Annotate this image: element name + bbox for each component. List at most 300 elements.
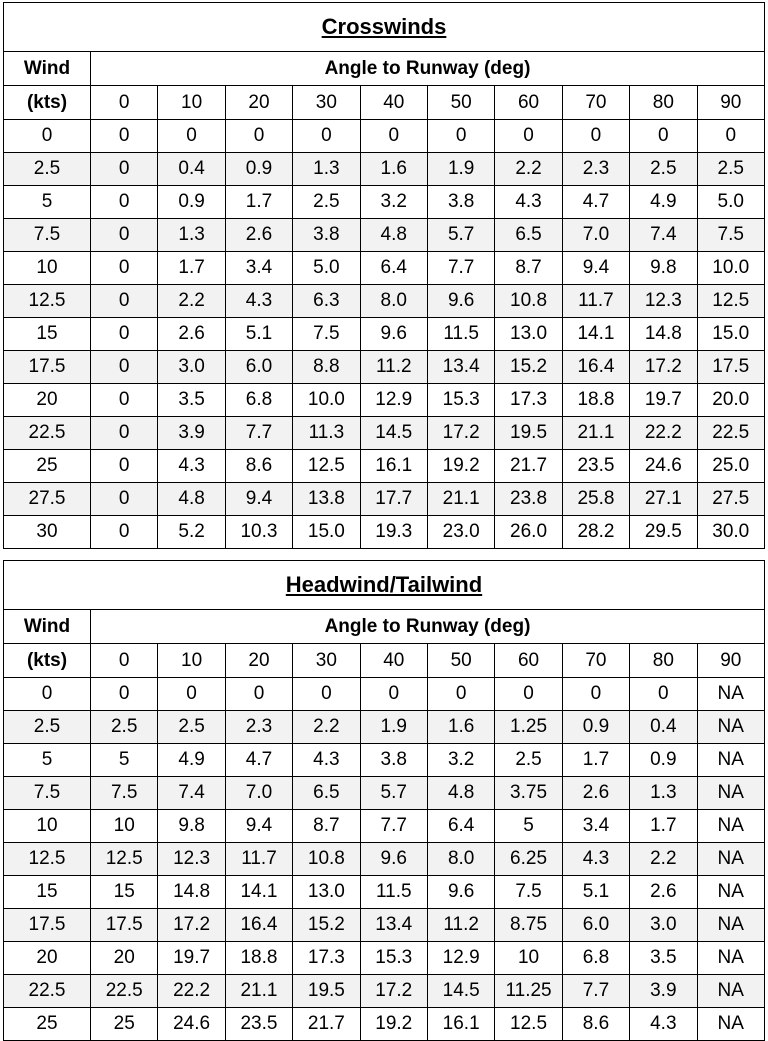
value-cell: 2.5 [630, 153, 697, 186]
value-cell: 5.7 [427, 219, 494, 252]
value-cell: 0 [158, 678, 225, 711]
table-row [4, 942, 765, 975]
value-cell: 4.3 [495, 186, 562, 219]
angle-values-row [4, 644, 765, 678]
value-cell: 10 [91, 810, 158, 843]
value-cell: 11.3 [293, 417, 360, 450]
wind-speed-cell: 17.5 [4, 351, 91, 384]
value-cell: 4.3 [293, 744, 360, 777]
value-cell: 0 [158, 120, 225, 153]
wind-speed-cell: 25 [4, 450, 91, 483]
value-cell: 2.2 [630, 843, 697, 876]
wind-speed-cell: 7.5 [4, 777, 91, 810]
value-cell: NA [697, 876, 764, 909]
value-cell: 0 [630, 120, 697, 153]
value-cell: 19.3 [360, 516, 427, 549]
wind-speed-cell: 27.5 [4, 483, 91, 516]
value-cell: 17.3 [293, 942, 360, 975]
value-cell: 2.5 [293, 186, 360, 219]
value-cell: 20.0 [697, 384, 764, 417]
value-cell: 23.8 [495, 483, 562, 516]
value-cell: 12.5 [293, 450, 360, 483]
value-cell: 6.8 [225, 384, 292, 417]
value-cell: 12.5 [91, 843, 158, 876]
value-cell: 3.8 [360, 744, 427, 777]
value-cell: 17.2 [630, 351, 697, 384]
value-cell: 4.9 [158, 744, 225, 777]
angle-header-cell: 20 [225, 644, 292, 678]
value-cell: 7.7 [562, 975, 629, 1008]
table-row [4, 450, 765, 483]
value-cell: 0 [91, 483, 158, 516]
value-cell: NA [697, 711, 764, 744]
value-cell: 21.7 [293, 1008, 360, 1041]
value-cell: 0 [225, 678, 292, 711]
angle-label-row [4, 610, 765, 644]
value-cell: 19.2 [427, 450, 494, 483]
value-cell: 7.0 [225, 777, 292, 810]
value-cell: 6.4 [360, 252, 427, 285]
value-cell: 0 [91, 153, 158, 186]
value-cell: 0 [427, 120, 494, 153]
value-cell: 6.0 [562, 909, 629, 942]
table-title: Crosswinds [321, 14, 447, 39]
value-cell: 15.0 [697, 318, 764, 351]
value-cell: 13.4 [360, 909, 427, 942]
value-cell: 16.4 [562, 351, 629, 384]
wind-speed-cell: 10 [4, 252, 91, 285]
value-cell: NA [697, 678, 764, 711]
table-row [4, 678, 765, 711]
value-cell: 18.8 [225, 942, 292, 975]
value-cell: 0 [91, 120, 158, 153]
value-cell: 19.5 [293, 975, 360, 1008]
angle-header-cell: 90 [697, 86, 764, 120]
value-cell: 0 [562, 678, 629, 711]
wind-speed-cell: 0 [4, 678, 91, 711]
value-cell: NA [697, 942, 764, 975]
value-cell: 2.2 [293, 711, 360, 744]
value-cell: 9.8 [158, 810, 225, 843]
table-title-row [4, 561, 765, 610]
value-cell: 11.25 [495, 975, 562, 1008]
value-cell: 12.9 [427, 942, 494, 975]
angle-header-cell: 70 [562, 644, 629, 678]
value-cell: 3.5 [158, 384, 225, 417]
value-cell: 9.4 [225, 483, 292, 516]
value-cell: 6.0 [225, 351, 292, 384]
value-cell: 27.1 [630, 483, 697, 516]
value-cell: 3.2 [427, 744, 494, 777]
value-cell: 4.3 [158, 450, 225, 483]
value-cell: NA [697, 810, 764, 843]
value-cell: 29.5 [630, 516, 697, 549]
value-cell: 0.9 [225, 153, 292, 186]
value-cell: 0 [91, 450, 158, 483]
wind-speed-cell: 0 [4, 120, 91, 153]
table-title: Headwind/Tailwind [285, 572, 483, 597]
value-cell: 8.0 [427, 843, 494, 876]
wind-speed-cell: 7.5 [4, 219, 91, 252]
value-cell: 11.2 [360, 351, 427, 384]
value-cell: 6.4 [427, 810, 494, 843]
wind-speed-cell: 5 [4, 744, 91, 777]
value-cell: 13.0 [293, 876, 360, 909]
angle-header: Angle to Runway (deg) [91, 610, 765, 644]
value-cell: 3.8 [427, 186, 494, 219]
table-row [4, 843, 765, 876]
angle-header-cell: 80 [630, 86, 697, 120]
value-cell: 17.2 [427, 417, 494, 450]
value-cell: 11.7 [225, 843, 292, 876]
angle-header-cell: 0 [91, 86, 158, 120]
value-cell: 23.0 [427, 516, 494, 549]
value-cell: 14.8 [630, 318, 697, 351]
table-row [4, 417, 765, 450]
wind-speed-cell: 20 [4, 942, 91, 975]
value-cell: 16.1 [360, 450, 427, 483]
value-cell: 21.7 [495, 450, 562, 483]
value-cell: 17.3 [495, 384, 562, 417]
value-cell: 5 [495, 810, 562, 843]
value-cell: 20 [91, 942, 158, 975]
value-cell: 15.2 [293, 909, 360, 942]
wind-speed-cell: 12.5 [4, 285, 91, 318]
value-cell: 8.6 [562, 1008, 629, 1041]
wind-speed-cell: 17.5 [4, 909, 91, 942]
value-cell: 17.5 [91, 909, 158, 942]
value-cell: 3.75 [495, 777, 562, 810]
table-row [4, 516, 765, 549]
value-cell: 4.3 [225, 285, 292, 318]
value-cell: 12.3 [158, 843, 225, 876]
value-cell: 25.8 [562, 483, 629, 516]
headwind-tailwind-table [3, 560, 765, 1041]
value-cell: 1.9 [427, 153, 494, 186]
wind-speed-cell: 15 [4, 318, 91, 351]
value-cell: 0 [91, 285, 158, 318]
table-row [4, 483, 765, 516]
value-cell: 3.0 [630, 909, 697, 942]
value-cell: 13.0 [495, 318, 562, 351]
value-cell: 19.2 [360, 1008, 427, 1041]
value-cell: NA [697, 909, 764, 942]
table-row [4, 384, 765, 417]
value-cell: 8.0 [360, 285, 427, 318]
wind-header: Wind [4, 610, 91, 644]
table-row [4, 909, 765, 942]
value-cell: 11.5 [360, 876, 427, 909]
value-cell: 2.5 [158, 711, 225, 744]
wind-speed-cell: 22.5 [4, 417, 91, 450]
value-cell: 10.0 [697, 252, 764, 285]
value-cell: 1.6 [360, 153, 427, 186]
value-cell: 6.8 [562, 942, 629, 975]
value-cell: 1.7 [158, 252, 225, 285]
value-cell: 7.5 [697, 219, 764, 252]
value-cell: 11.2 [427, 909, 494, 942]
angle-header-cell: 30 [293, 86, 360, 120]
value-cell: 3.9 [630, 975, 697, 1008]
value-cell: 7.5 [293, 318, 360, 351]
table-row [4, 285, 765, 318]
wind-speed-cell: 5 [4, 186, 91, 219]
value-cell: 5.7 [360, 777, 427, 810]
value-cell: 0 [91, 252, 158, 285]
wind-speed-cell: 15 [4, 876, 91, 909]
angle-header-cell: 60 [495, 644, 562, 678]
table-row [4, 318, 765, 351]
value-cell: NA [697, 975, 764, 1008]
value-cell: 12.3 [630, 285, 697, 318]
value-cell: 1.7 [225, 186, 292, 219]
value-cell: 6.5 [293, 777, 360, 810]
value-cell: 8.7 [293, 810, 360, 843]
value-cell: 3.4 [225, 252, 292, 285]
value-cell: 3.9 [158, 417, 225, 450]
value-cell: 5.0 [293, 252, 360, 285]
value-cell: 15 [91, 876, 158, 909]
angle-header-cell: 40 [360, 86, 427, 120]
table-title-cell [4, 561, 765, 610]
value-cell: 2.6 [158, 318, 225, 351]
value-cell: 2.5 [697, 153, 764, 186]
value-cell: 10 [495, 942, 562, 975]
value-cell: 0.9 [562, 711, 629, 744]
value-cell: 9.4 [225, 810, 292, 843]
value-cell: 12.5 [495, 1008, 562, 1041]
value-cell: 0.4 [158, 153, 225, 186]
wind-speed-cell: 2.5 [4, 711, 91, 744]
table-row [4, 777, 765, 810]
value-cell: 22.5 [91, 975, 158, 1008]
value-cell: 22.2 [158, 975, 225, 1008]
value-cell: 17.2 [360, 975, 427, 1008]
value-cell: 10.3 [225, 516, 292, 549]
value-cell: 9.8 [630, 252, 697, 285]
value-cell: 2.6 [630, 876, 697, 909]
value-cell: 1.25 [495, 711, 562, 744]
table-title-row [4, 3, 765, 52]
value-cell: 1.7 [630, 810, 697, 843]
value-cell: 27.5 [697, 483, 764, 516]
value-cell: 21.1 [225, 975, 292, 1008]
value-cell: 1.3 [293, 153, 360, 186]
value-cell: NA [697, 777, 764, 810]
value-cell: 9.6 [360, 843, 427, 876]
value-cell: 7.4 [630, 219, 697, 252]
value-cell: 15.3 [360, 942, 427, 975]
crosswinds-table [3, 2, 765, 549]
value-cell: 14.1 [562, 318, 629, 351]
angle-header-cell: 50 [427, 644, 494, 678]
value-cell: 0 [91, 186, 158, 219]
angle-header-cell: 90 [697, 644, 764, 678]
value-cell: 2.6 [225, 219, 292, 252]
value-cell: 1.3 [158, 219, 225, 252]
table-row [4, 219, 765, 252]
value-cell: 3.0 [158, 351, 225, 384]
value-cell: 10.8 [495, 285, 562, 318]
value-cell: 21.1 [562, 417, 629, 450]
value-cell: 24.6 [158, 1008, 225, 1041]
value-cell: 13.4 [427, 351, 494, 384]
table-title-cell [4, 3, 765, 52]
value-cell: 0 [495, 120, 562, 153]
table-row [4, 351, 765, 384]
value-cell: 2.2 [158, 285, 225, 318]
value-cell: 7.0 [562, 219, 629, 252]
value-cell: 4.7 [562, 186, 629, 219]
value-cell: 0 [293, 120, 360, 153]
value-cell: 11.5 [427, 318, 494, 351]
value-cell: 4.8 [427, 777, 494, 810]
value-cell: 2.5 [495, 744, 562, 777]
value-cell: 22.5 [697, 417, 764, 450]
angle-header-cell: 10 [158, 644, 225, 678]
value-cell: 8.75 [495, 909, 562, 942]
angle-header-cell: 40 [360, 644, 427, 678]
value-cell: 5.2 [158, 516, 225, 549]
angle-header-cell: 50 [427, 86, 494, 120]
value-cell: 7.4 [158, 777, 225, 810]
angle-header-cell: 70 [562, 86, 629, 120]
value-cell: 4.8 [360, 219, 427, 252]
angle-header-cell: 60 [495, 86, 562, 120]
value-cell: 4.3 [630, 1008, 697, 1041]
value-cell: 9.6 [360, 318, 427, 351]
wind-header: Wind [4, 52, 91, 86]
value-cell: 19.7 [630, 384, 697, 417]
table-row [4, 252, 765, 285]
angle-header-cell: 10 [158, 86, 225, 120]
value-cell: 9.6 [427, 285, 494, 318]
value-cell: 0 [360, 120, 427, 153]
table-row [4, 153, 765, 186]
value-cell: 1.3 [630, 777, 697, 810]
value-cell: 2.6 [562, 777, 629, 810]
angle-header: Angle to Runway (deg) [91, 52, 765, 86]
value-cell: 3.5 [630, 942, 697, 975]
value-cell: 0 [495, 678, 562, 711]
value-cell: 7.5 [495, 876, 562, 909]
value-cell: 3.8 [293, 219, 360, 252]
value-cell: 19.7 [158, 942, 225, 975]
value-cell: 0 [360, 678, 427, 711]
value-cell: 15.2 [495, 351, 562, 384]
value-cell: 0 [91, 219, 158, 252]
angle-header-cell: 30 [293, 644, 360, 678]
table-row [4, 975, 765, 1008]
value-cell: 3.2 [360, 186, 427, 219]
value-cell: 9.4 [562, 252, 629, 285]
value-cell: 4.8 [158, 483, 225, 516]
value-cell: 28.2 [562, 516, 629, 549]
value-cell: 14.8 [158, 876, 225, 909]
value-cell: 0 [91, 516, 158, 549]
table-row [4, 1008, 765, 1041]
wind-speed-cell: 20 [4, 384, 91, 417]
value-cell: 23.5 [225, 1008, 292, 1041]
angle-header-cell: 80 [630, 644, 697, 678]
value-cell: 30.0 [697, 516, 764, 549]
value-cell: 0 [562, 120, 629, 153]
value-cell: 7.7 [427, 252, 494, 285]
table-row [4, 711, 765, 744]
value-cell: 2.2 [495, 153, 562, 186]
value-cell: 1.7 [562, 744, 629, 777]
value-cell: 0 [293, 678, 360, 711]
angle-values-row [4, 86, 765, 120]
value-cell: 5.0 [697, 186, 764, 219]
value-cell: 14.5 [360, 417, 427, 450]
value-cell: 14.1 [225, 876, 292, 909]
value-cell: 4.3 [562, 843, 629, 876]
value-cell: 19.5 [495, 417, 562, 450]
angle-header-cell: 20 [225, 86, 292, 120]
units-header: (kts) [4, 644, 91, 678]
table-row [4, 744, 765, 777]
value-cell: 16.1 [427, 1008, 494, 1041]
value-cell: 12.5 [697, 285, 764, 318]
value-cell: 5 [91, 744, 158, 777]
table-row [4, 876, 765, 909]
value-cell: 22.2 [630, 417, 697, 450]
value-cell: 17.5 [697, 351, 764, 384]
value-cell: 26.0 [495, 516, 562, 549]
value-cell: NA [697, 744, 764, 777]
value-cell: 0.4 [630, 711, 697, 744]
value-cell: 25.0 [697, 450, 764, 483]
value-cell: 0 [91, 417, 158, 450]
value-cell: 8.7 [495, 252, 562, 285]
wind-speed-cell: 25 [4, 1008, 91, 1041]
value-cell: 10.8 [293, 843, 360, 876]
angle-header-cell: 0 [91, 644, 158, 678]
value-cell: 10.0 [293, 384, 360, 417]
wind-speed-cell: 22.5 [4, 975, 91, 1008]
value-cell: 6.3 [293, 285, 360, 318]
value-cell: 7.5 [91, 777, 158, 810]
value-cell: 0 [91, 384, 158, 417]
value-cell: 0 [427, 678, 494, 711]
units-header: (kts) [4, 86, 91, 120]
value-cell: 11.7 [562, 285, 629, 318]
value-cell: NA [697, 843, 764, 876]
value-cell: 6.25 [495, 843, 562, 876]
value-cell: 1.9 [360, 711, 427, 744]
value-cell: 6.5 [495, 219, 562, 252]
value-cell: 15.0 [293, 516, 360, 549]
value-cell: 8.6 [225, 450, 292, 483]
wind-speed-cell: 12.5 [4, 843, 91, 876]
value-cell: 5.1 [225, 318, 292, 351]
value-cell: 2.3 [562, 153, 629, 186]
value-cell: 0 [91, 351, 158, 384]
value-cell: 4.9 [630, 186, 697, 219]
value-cell: 0 [91, 678, 158, 711]
table-row [4, 810, 765, 843]
value-cell: 17.2 [158, 909, 225, 942]
table-row [4, 120, 765, 153]
value-cell: 15.3 [427, 384, 494, 417]
value-cell: 2.3 [225, 711, 292, 744]
value-cell: 7.7 [360, 810, 427, 843]
value-cell: NA [697, 1008, 764, 1041]
value-cell: 14.5 [427, 975, 494, 1008]
value-cell: 21.1 [427, 483, 494, 516]
value-cell: 17.7 [360, 483, 427, 516]
